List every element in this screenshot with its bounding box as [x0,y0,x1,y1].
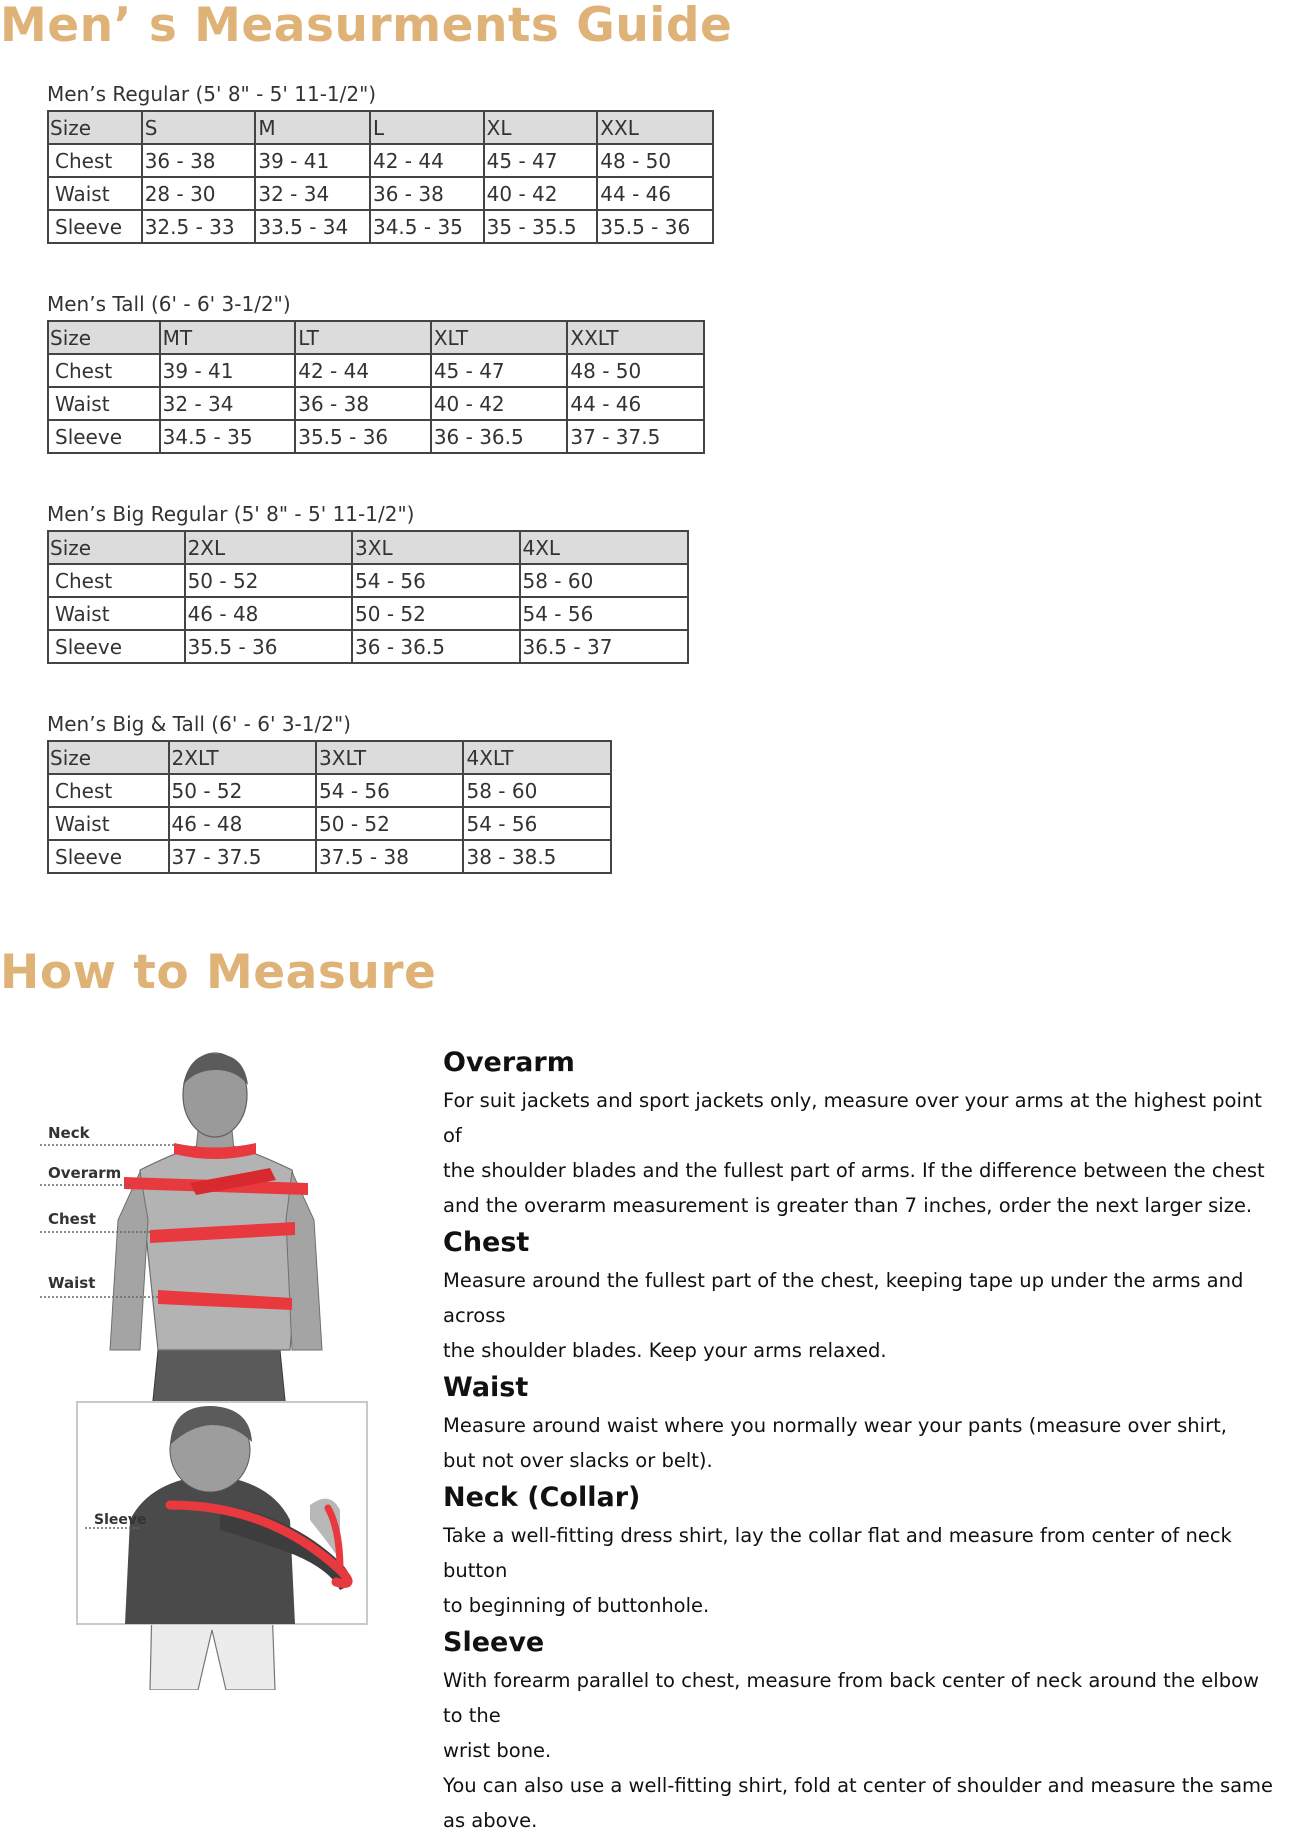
header-cell: Size [48,531,185,564]
table-row [48,387,704,420]
body-illustration [40,1050,410,1690]
table-cell: 54 - 56 [316,774,463,807]
section-title: Overarm [443,1047,575,1078]
table-caption: Men’s Tall (6' - 6' 3-1/2") [47,292,291,316]
page-title: Men’ s Measurments Guide [0,0,733,53]
section-chest [443,1223,1278,1368]
header-cell: Size [48,321,160,354]
table-cell: 33.5 - 34 [255,210,370,243]
header-cell: XXLT [567,321,704,354]
header-cell: 4XL [520,531,689,564]
table-cell: 39 - 41 [160,354,296,387]
table-cell: 54 - 56 [520,597,689,630]
header-cell: S [142,111,256,144]
size-table-tall [47,288,705,454]
section-line: For suit jackets and sport jackets only, measure over your arms at the highest point of [443,1089,1262,1147]
table-cell: 37 - 37.5 [169,840,316,873]
table-row [48,420,704,453]
row-label: Waist [48,597,185,630]
sleeve-label: Sleeve [94,1512,147,1528]
section-line: Measure around the fullest part of the chest, keeping tape up under the arms and across [443,1269,1244,1327]
table-cell: 48 - 50 [567,354,704,387]
row-label: Sleeve [48,210,142,243]
section-line: Measure around waist where you normally wear your pants (measure over shirt, [443,1414,1227,1437]
neck-label: Neck [48,1124,90,1142]
row-label: Chest [48,564,185,597]
table-cell: 36 - 38 [370,177,484,210]
table-row [48,807,611,840]
header-cell: 2XLT [169,741,316,774]
chest-label: Chest [48,1210,96,1228]
table-cell: 46 - 48 [169,807,316,840]
section-line: the shoulder blades. Keep your arms relaxed. [443,1339,887,1362]
row-label: Sleeve [48,840,169,873]
table-cell: 44 - 46 [597,177,713,210]
left-arm-shape [110,1172,148,1350]
table-cell: 45 - 47 [484,144,598,177]
section-line: With forearm parallel to chest, measure from back center of neck around the elbow to the [443,1669,1259,1727]
section-title: Neck (Collar) [443,1482,641,1513]
table-cell: 34.5 - 35 [160,420,296,453]
table-cell: 36 - 36.5 [352,630,519,663]
size-table [47,530,689,664]
section-overarm [443,1043,1278,1223]
row-label: Waist [48,807,169,840]
table-row [48,354,704,387]
table-cell: 44 - 46 [567,387,704,420]
section-waist [443,1368,1278,1478]
size-table-regular [47,78,714,244]
size-table [47,110,714,244]
table-cell: 36 - 38 [142,144,256,177]
header-cell: L [370,111,484,144]
section-line: wrist bone. [443,1739,552,1762]
table-cell: 38 - 38.5 [463,840,611,873]
table-row [48,210,713,243]
table-header-row [48,531,688,564]
table-header-row [48,741,611,774]
table-cell: 42 - 44 [370,144,484,177]
size-table [47,740,612,874]
header-cell: 4XLT [463,741,611,774]
table-cell: 35.5 - 36 [185,630,352,663]
table-caption: Men’s Big Regular (5' 8" - 5' 11-1/2") [47,502,415,526]
row-label: Waist [48,387,160,420]
size-table-big-regular [47,498,689,664]
header-cell: XL [484,111,598,144]
table-row [48,597,688,630]
section-neck [443,1478,1278,1623]
table-cell: 50 - 52 [316,807,463,840]
table-caption: Men’s Big & Tall (6' - 6' 3-1/2") [47,712,351,736]
table-cell: 58 - 60 [463,774,611,807]
table-header-row [48,111,713,144]
table-row [48,840,611,873]
table-cell: 36.5 - 37 [520,630,689,663]
table-cell: 48 - 50 [597,144,713,177]
row-label: Waist [48,177,142,210]
header-cell: MT [160,321,296,354]
header-cell: 3XLT [316,741,463,774]
table-cell: 46 - 48 [185,597,352,630]
table-cell: 37.5 - 38 [316,840,463,873]
table-cell: 35 - 35.5 [484,210,598,243]
row-label: Sleeve [48,420,160,453]
measurement-figure [40,1050,410,1690]
table-cell: 54 - 56 [352,564,519,597]
header-cell: XLT [431,321,568,354]
row-label: Chest [48,144,142,177]
table-caption: Men’s Regular (5' 8" - 5' 11-1/2") [47,82,377,106]
measurement-instructions [443,1043,1278,1838]
table-cell: 54 - 56 [463,807,611,840]
table-row [48,144,713,177]
overarm-label: Overarm [48,1164,122,1182]
section-title: Chest [443,1227,530,1258]
row-label: Chest [48,774,169,807]
header-cell: M [255,111,370,144]
section-title: Sleeve [443,1627,545,1658]
section-line: the shoulder blades and the fullest part of arms. If the difference between the chest [443,1159,1265,1182]
section-line: You can also use a well-fitting shirt, fold at center of shoulder and measure the same as above. [443,1774,1274,1832]
table-cell: 35.5 - 36 [295,420,431,453]
header-cell: Size [48,111,142,144]
header-cell: Size [48,741,169,774]
table-header-row [48,321,704,354]
section-line: Take a well-fitting dress shirt, lay the collar flat and measure from center of neck button [443,1524,1232,1582]
table-cell: 40 - 42 [484,177,598,210]
section-line: and the overarm measurement is greater than 7 inches, order the next larger size. [443,1194,1253,1217]
header-cell: XXL [597,111,713,144]
table-cell: 50 - 52 [352,597,519,630]
section-sleeve [443,1623,1278,1838]
table-cell: 36 - 38 [295,387,431,420]
section-line: but not over slacks or belt). [443,1449,713,1472]
table-row [48,774,611,807]
back-torso-shape [125,1475,295,1624]
table-cell: 32 - 34 [255,177,370,210]
table-row [48,177,713,210]
table-cell: 50 - 52 [185,564,352,597]
torso-shape [140,1142,302,1350]
header-cell: LT [295,321,431,354]
section-title: Waist [443,1372,529,1403]
table-cell: 28 - 30 [142,177,256,210]
table-cell: 42 - 44 [295,354,431,387]
table-cell: 45 - 47 [431,354,568,387]
table-cell: 37 - 37.5 [567,420,704,453]
waist-label: Waist [48,1274,96,1292]
table-row [48,564,688,597]
right-arm-shape [286,1172,322,1350]
table-cell: 50 - 52 [169,774,316,807]
table-cell: 36 - 36.5 [431,420,568,453]
header-cell: 3XL [352,531,519,564]
row-label: Chest [48,354,160,387]
table-cell: 58 - 60 [520,564,689,597]
how-to-measure-title: How to Measure [0,945,437,1000]
header-cell: 2XL [185,531,352,564]
table-cell: 32 - 34 [160,387,296,420]
table-cell: 39 - 41 [255,144,370,177]
table-cell: 35.5 - 36 [597,210,713,243]
section-line: to beginning of buttonhole. [443,1594,710,1617]
table-cell: 34.5 - 35 [370,210,484,243]
table-cell: 40 - 42 [431,387,568,420]
table-cell: 32.5 - 33 [142,210,256,243]
table-row [48,630,688,663]
row-label: Sleeve [48,630,185,663]
size-table-big-tall [47,708,612,874]
size-table [47,320,705,454]
